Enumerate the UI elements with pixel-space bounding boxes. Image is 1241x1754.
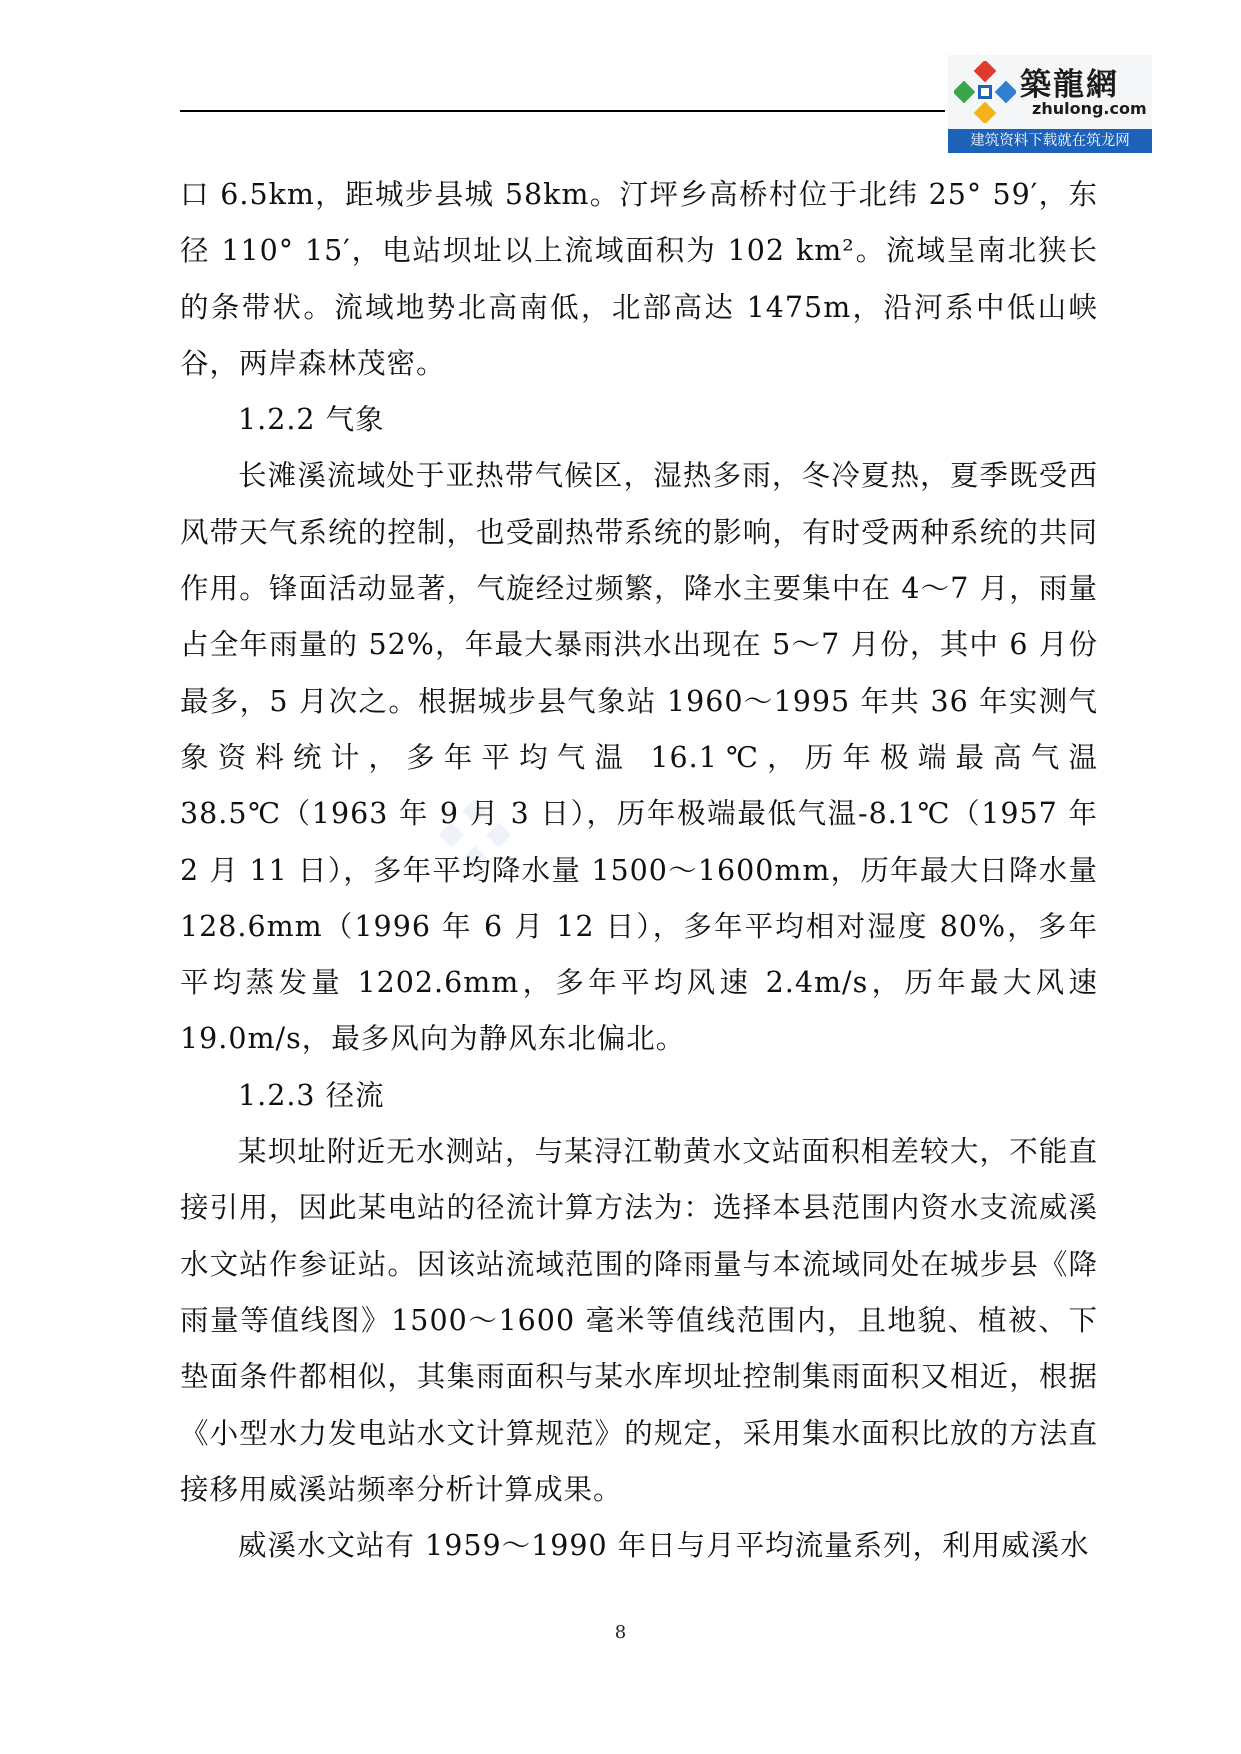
snowflake-logo-icon xyxy=(954,61,1016,123)
header-rule xyxy=(180,110,945,112)
paragraph-runoff-method: 某坝址附近无水测站，与某浔江勒黄水文站面积相差较大，不能直接引用，因此某电站的径流计算方法为：选择本县范围内资水支流威溪水文站作参证站。因该站流域范围的降雨量与本流域同处在城步县《降雨量等值线图》1500～1600 毫米等值线范围内，且地貌、植被、下垫面条件都相似，其集雨面积与某水库坝址控制集雨面积又相近，根据《小型水力发电站水文计算规范》的规定，采用集水面积比放的方法直接移用威溪站频率分析计算成果。 xyxy=(180,1135,1098,1506)
paragraph-meteorology: 长滩溪流域处于亚热带气候区，湿热多雨，冬冷夏热，夏季既受西风带天气系统的控制，也受副热带系统的影响，有时受两种系统的共同作用。锋面活动显著，气旋经过频繁，降水主要集中在 4～7 月，雨量占全年雨量的 52%，年最大暴雨洪水出现在 5～7 月份，其中 6 月份最多，5 月次之。根据城步县气象站 1960～1995 年共 36 年实测气象资料统计，多年平均气温 16.1℃，历年极端最高气温 38.5℃（1963 年 9 月 3 日），历年极端最低气温-8.1℃（1957 年 2 月 11 日），多年平均降水量 1500～1600mm，历年最大日降水量 128.6mm（1996 年 6 月 12 日），多年平均相对湿度 80%，多年平均蒸发量 1202.6mm，多年平均风速 2.4m/s，历年最大风速 19.0m/s，最多风向为静风东北偏北。 xyxy=(180,459,1098,1056)
document-body xyxy=(180,167,1098,1574)
logo-slogan: 建筑资料下载就在筑龙网 xyxy=(948,129,1152,153)
section-heading-meteorology: 1.2.2 气象 xyxy=(238,403,385,437)
paragraph-location: 口 6.5km，距城步县城 58km。汀坪乡高桥村位于北纬 25° 59′，东径 110° 15′，电站坝址以上流域面积为 102 km²。流域呈南北狭长的条带状。流域地势北高南低，北部高达 1475m，沿河系中低山峡谷，两岸森林茂密。 xyxy=(180,178,1098,380)
logo-upper-panel xyxy=(948,55,1152,129)
paragraph-weixi-station: 威溪水文站有 1959～1990 年日与月平均流量系列，利用威溪水 xyxy=(238,1529,1090,1563)
page-number: 8 xyxy=(614,1622,627,1643)
section-heading-runoff: 1.2.3 径流 xyxy=(238,1078,385,1112)
zhulong-logo[interactable] xyxy=(948,55,1152,153)
logo-chinese-name: 築龍網 xyxy=(1020,67,1119,103)
logo-domain: zhulong.com xyxy=(1032,99,1147,118)
